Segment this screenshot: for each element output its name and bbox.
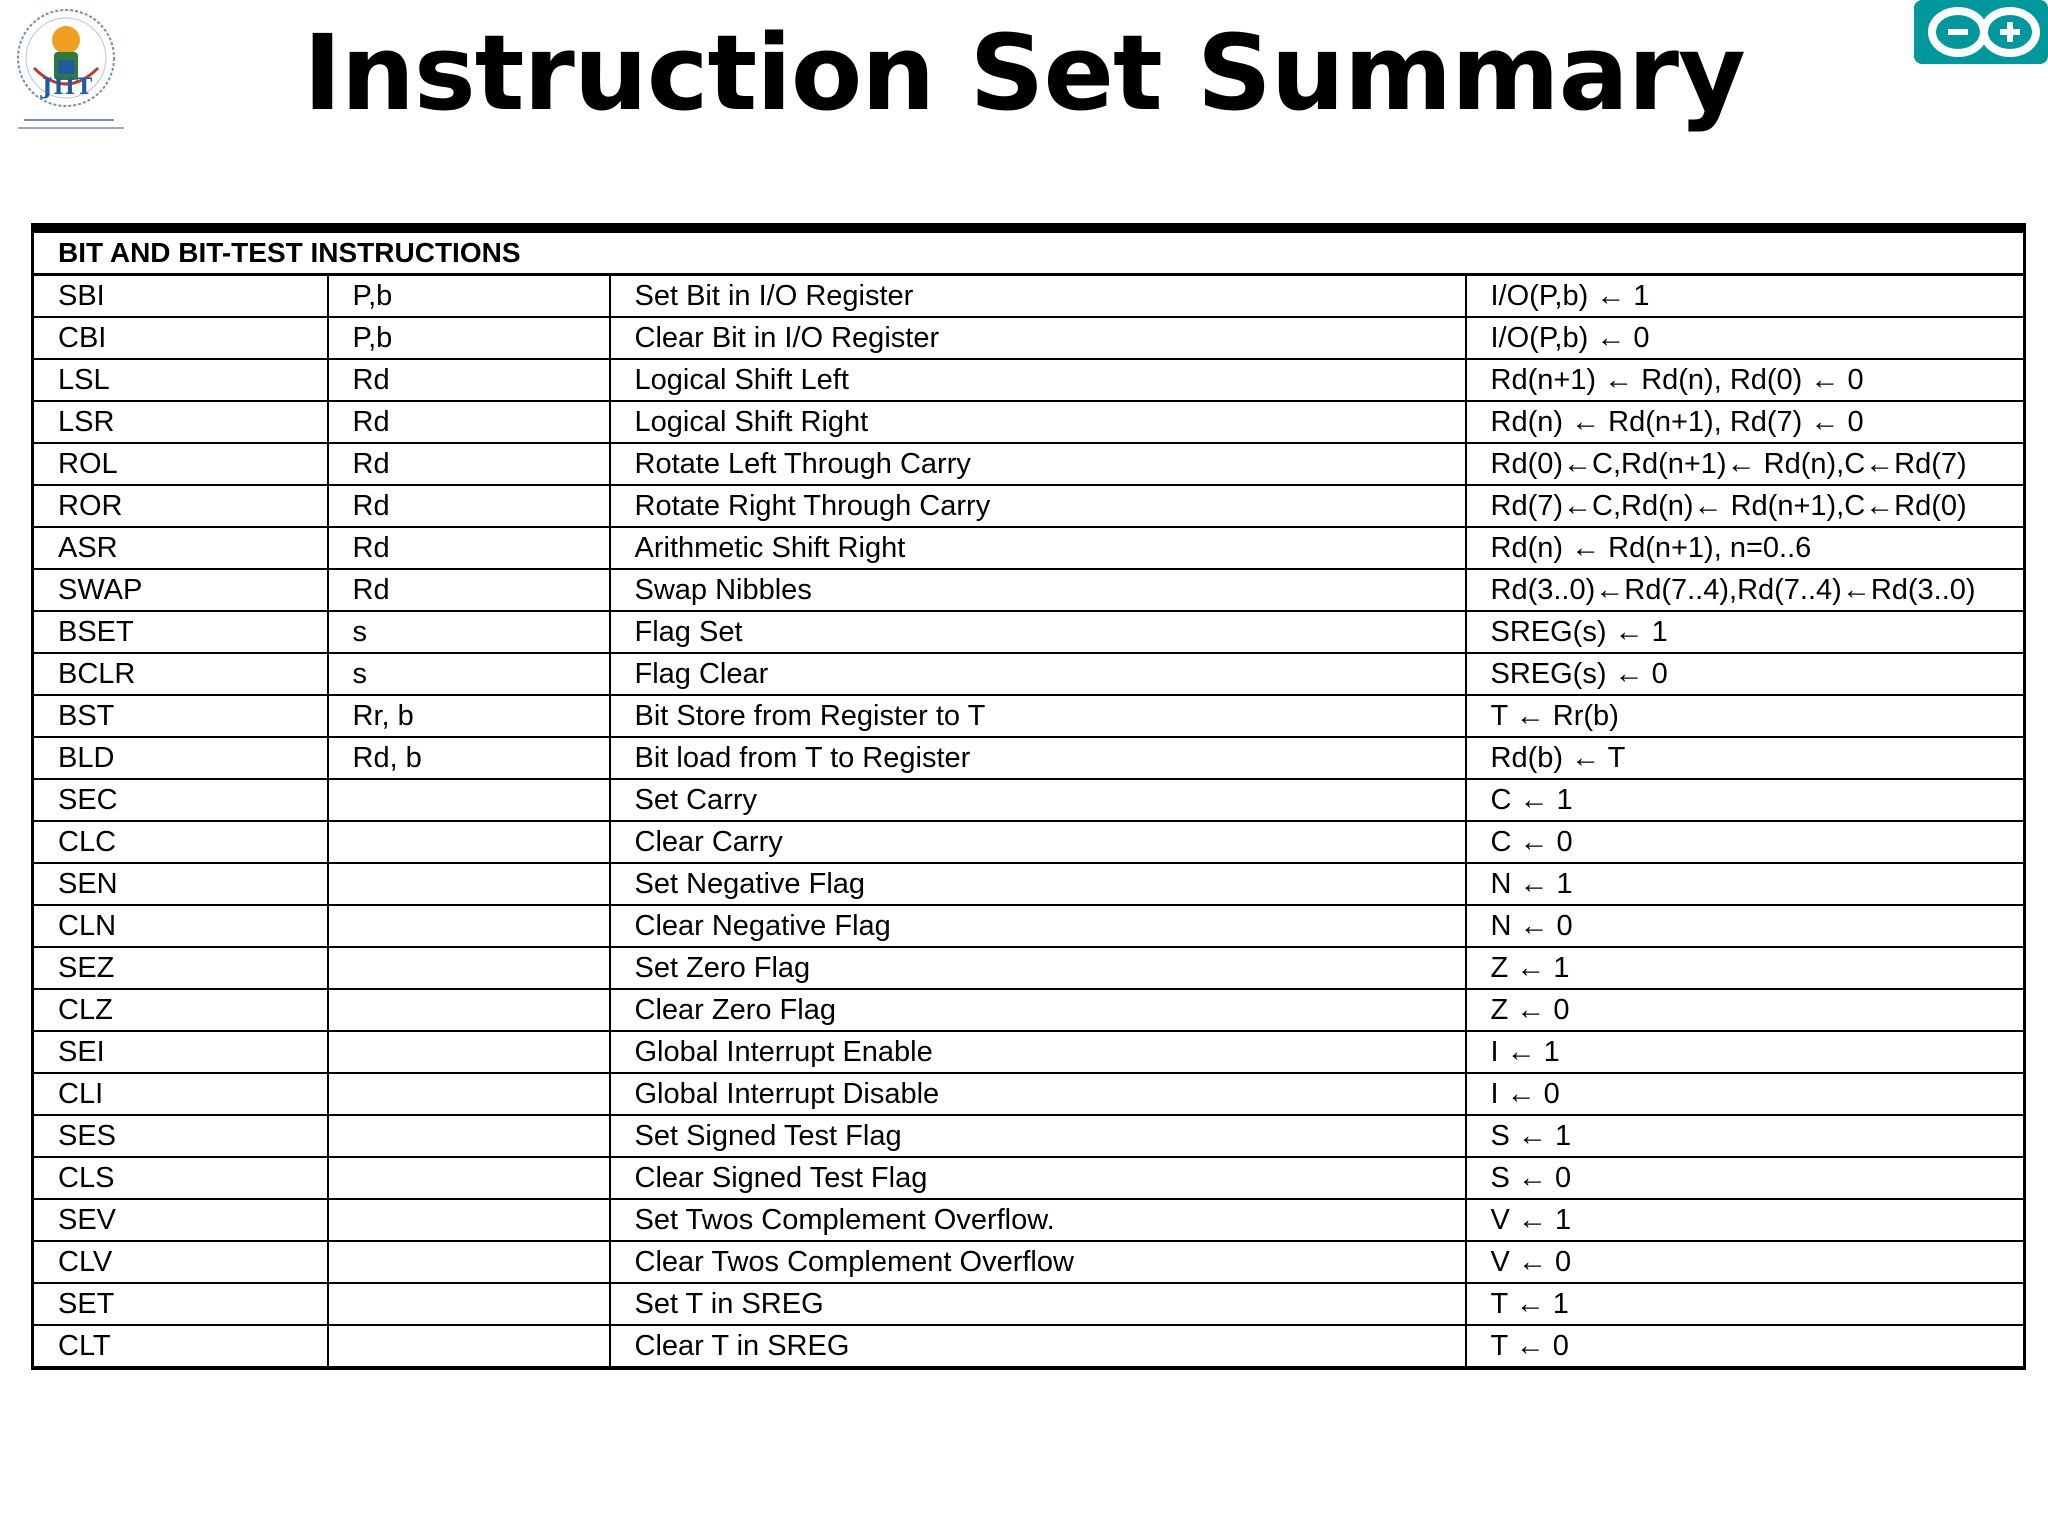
- cell-operation: C ← 0: [1466, 821, 2025, 863]
- section-title: BIT AND BIT-TEST INSTRUCTIONS: [33, 228, 2025, 275]
- table-row: [33, 863, 2025, 905]
- cell-description: Set T in SREG: [610, 1283, 1466, 1325]
- table-row: [33, 1241, 2025, 1283]
- cell-operation: N ← 0: [1466, 905, 2025, 947]
- cell-operands: [328, 1199, 610, 1241]
- cell-description: Swap Nibbles: [610, 569, 1466, 611]
- cell-operands: [328, 905, 610, 947]
- institute-logo-text: JIIT: [42, 74, 94, 100]
- cell-mnemonic: CLC: [33, 821, 328, 863]
- cell-operation: SREG(s) ← 0: [1466, 653, 2025, 695]
- cell-mnemonic: BST: [33, 695, 328, 737]
- cell-mnemonic: SWAP: [33, 569, 328, 611]
- cell-mnemonic: CLN: [33, 905, 328, 947]
- cell-operation: I/O(P,b) ← 1: [1466, 275, 2025, 318]
- cell-mnemonic: SET: [33, 1283, 328, 1325]
- table-row: [33, 989, 2025, 1031]
- cell-operation: N ← 1: [1466, 863, 2025, 905]
- cell-description: Global Interrupt Disable: [610, 1073, 1466, 1115]
- table-row: [33, 527, 2025, 569]
- table-row: [33, 821, 2025, 863]
- cell-operands: [328, 863, 610, 905]
- cell-operation: V ← 1: [1466, 1199, 2025, 1241]
- cell-description: Rotate Right Through Carry: [610, 485, 1466, 527]
- cell-mnemonic: CBI: [33, 317, 328, 359]
- cell-operation: V ← 0: [1466, 1241, 2025, 1283]
- cell-operands: Rd: [328, 485, 610, 527]
- cell-mnemonic: SBI: [33, 275, 328, 318]
- cell-operation: T ← 0: [1466, 1325, 2025, 1368]
- cell-operation: I ← 0: [1466, 1073, 2025, 1115]
- cell-mnemonic: SES: [33, 1115, 328, 1157]
- cell-operands: s: [328, 611, 610, 653]
- cell-operands: Rd: [328, 401, 610, 443]
- cell-operation: SREG(s) ← 1: [1466, 611, 2025, 653]
- cell-description: Logical Shift Right: [610, 401, 1466, 443]
- table-row: [33, 947, 2025, 989]
- cell-operands: [328, 1325, 610, 1368]
- cell-operands: Rd: [328, 443, 610, 485]
- cell-description: Rotate Left Through Carry: [610, 443, 1466, 485]
- cell-operands: Rd, b: [328, 737, 610, 779]
- instruction-table: [31, 223, 2026, 1370]
- cell-mnemonic: ROL: [33, 443, 328, 485]
- table-row: [33, 737, 2025, 779]
- cell-operation: S ← 0: [1466, 1157, 2025, 1199]
- cell-mnemonic: CLV: [33, 1241, 328, 1283]
- cell-description: Clear Twos Complement Overflow: [610, 1241, 1466, 1283]
- cell-mnemonic: BLD: [33, 737, 328, 779]
- cell-description: Global Interrupt Enable: [610, 1031, 1466, 1073]
- table-row: [33, 1325, 2025, 1368]
- cell-description: Clear Bit in I/O Register: [610, 317, 1466, 359]
- cell-operation: I ← 1: [1466, 1031, 2025, 1073]
- cell-description: Set Carry: [610, 779, 1466, 821]
- table-row: [33, 1157, 2025, 1199]
- table-row: [33, 317, 2025, 359]
- slide-title: Instruction Set Summary: [303, 12, 1745, 134]
- cell-operands: Rr, b: [328, 695, 610, 737]
- cell-operands: [328, 947, 610, 989]
- cell-operation: T ← Rr(b): [1466, 695, 2025, 737]
- cell-mnemonic: CLI: [33, 1073, 328, 1115]
- cell-mnemonic: CLT: [33, 1325, 328, 1368]
- cell-operation: Rd(n+1) ← Rd(n), Rd(0) ← 0: [1466, 359, 2025, 401]
- cell-operation: C ← 1: [1466, 779, 2025, 821]
- cell-description: Logical Shift Left: [610, 359, 1466, 401]
- cell-operands: [328, 1115, 610, 1157]
- cell-description: Set Zero Flag: [610, 947, 1466, 989]
- cell-description: Set Negative Flag: [610, 863, 1466, 905]
- cell-mnemonic: BCLR: [33, 653, 328, 695]
- cell-operation: Rd(b) ← T: [1466, 737, 2025, 779]
- table-row: [33, 1031, 2025, 1073]
- cell-operands: s: [328, 653, 610, 695]
- table-row: [33, 1073, 2025, 1115]
- cell-operation: Z ← 1: [1466, 947, 2025, 989]
- cell-description: Clear Negative Flag: [610, 905, 1466, 947]
- cell-operation: Rd(7)←C,Rd(n)← Rd(n+1),C←Rd(0): [1466, 485, 2025, 527]
- cell-operation: I/O(P,b) ← 0: [1466, 317, 2025, 359]
- table-row: [33, 485, 2025, 527]
- cell-description: Flag Clear: [610, 653, 1466, 695]
- cell-mnemonic: CLZ: [33, 989, 328, 1031]
- table-row: [33, 779, 2025, 821]
- cell-description: Clear Carry: [610, 821, 1466, 863]
- cell-mnemonic: CLS: [33, 1157, 328, 1199]
- table-row: [33, 1283, 2025, 1325]
- cell-mnemonic: SEI: [33, 1031, 328, 1073]
- cell-description: Bit load from T to Register: [610, 737, 1466, 779]
- cell-operands: [328, 821, 610, 863]
- cell-mnemonic: LSL: [33, 359, 328, 401]
- cell-mnemonic: LSR: [33, 401, 328, 443]
- table-row: [33, 695, 2025, 737]
- cell-mnemonic: SEV: [33, 1199, 328, 1241]
- cell-mnemonic: ROR: [33, 485, 328, 527]
- table-row: [33, 401, 2025, 443]
- cell-description: Clear T in SREG: [610, 1325, 1466, 1368]
- cell-description: Set Twos Complement Overflow.: [610, 1199, 1466, 1241]
- cell-description: Clear Zero Flag: [610, 989, 1466, 1031]
- table-row: [33, 359, 2025, 401]
- cell-operation: Rd(n) ← Rd(n+1), n=0..6: [1466, 527, 2025, 569]
- cell-operation: Rd(0)←C,Rd(n+1)← Rd(n),C←Rd(7): [1466, 443, 2025, 485]
- cell-operands: Rd: [328, 569, 610, 611]
- table-row: [33, 611, 2025, 653]
- cell-operation: Rd(n) ← Rd(n+1), Rd(7) ← 0: [1466, 401, 2025, 443]
- cell-operands: P,b: [328, 275, 610, 318]
- cell-operation: Z ← 0: [1466, 989, 2025, 1031]
- cell-operation: S ← 1: [1466, 1115, 2025, 1157]
- cell-description: Bit Store from Register to T: [610, 695, 1466, 737]
- cell-operands: [328, 1241, 610, 1283]
- table-row: [33, 905, 2025, 947]
- cell-operation: Rd(3..0)←Rd(7..4),Rd(7..4)←Rd(3..0): [1466, 569, 2025, 611]
- cell-operands: [328, 1031, 610, 1073]
- arduino-logo-icon: [1914, 0, 2048, 64]
- cell-description: Arithmetic Shift Right: [610, 527, 1466, 569]
- cell-operands: [328, 1157, 610, 1199]
- cell-operands: Rd: [328, 527, 610, 569]
- cell-operation: T ← 1: [1466, 1283, 2025, 1325]
- cell-operands: [328, 989, 610, 1031]
- cell-operands: [328, 1283, 610, 1325]
- table-row: [33, 1199, 2025, 1241]
- instruction-table-container: [31, 223, 2048, 1370]
- cell-mnemonic: BSET: [33, 611, 328, 653]
- cell-description: Set Bit in I/O Register: [610, 275, 1466, 318]
- cell-description: Clear Signed Test Flag: [610, 1157, 1466, 1199]
- arduino-logo: [1914, 0, 2048, 64]
- table-row: [33, 275, 2025, 318]
- cell-operands: P,b: [328, 317, 610, 359]
- table-row: [33, 569, 2025, 611]
- cell-mnemonic: ASR: [33, 527, 328, 569]
- table-row: [33, 1115, 2025, 1157]
- cell-operands: Rd: [328, 359, 610, 401]
- table-row: [33, 443, 2025, 485]
- table-row: [33, 653, 2025, 695]
- cell-mnemonic: SEN: [33, 863, 328, 905]
- cell-description: Set Signed Test Flag: [610, 1115, 1466, 1157]
- cell-description: Flag Set: [610, 611, 1466, 653]
- cell-operands: [328, 1073, 610, 1115]
- cell-mnemonic: SEC: [33, 779, 328, 821]
- cell-mnemonic: SEZ: [33, 947, 328, 989]
- cell-operands: [328, 779, 610, 821]
- section-header-row: [33, 228, 2025, 275]
